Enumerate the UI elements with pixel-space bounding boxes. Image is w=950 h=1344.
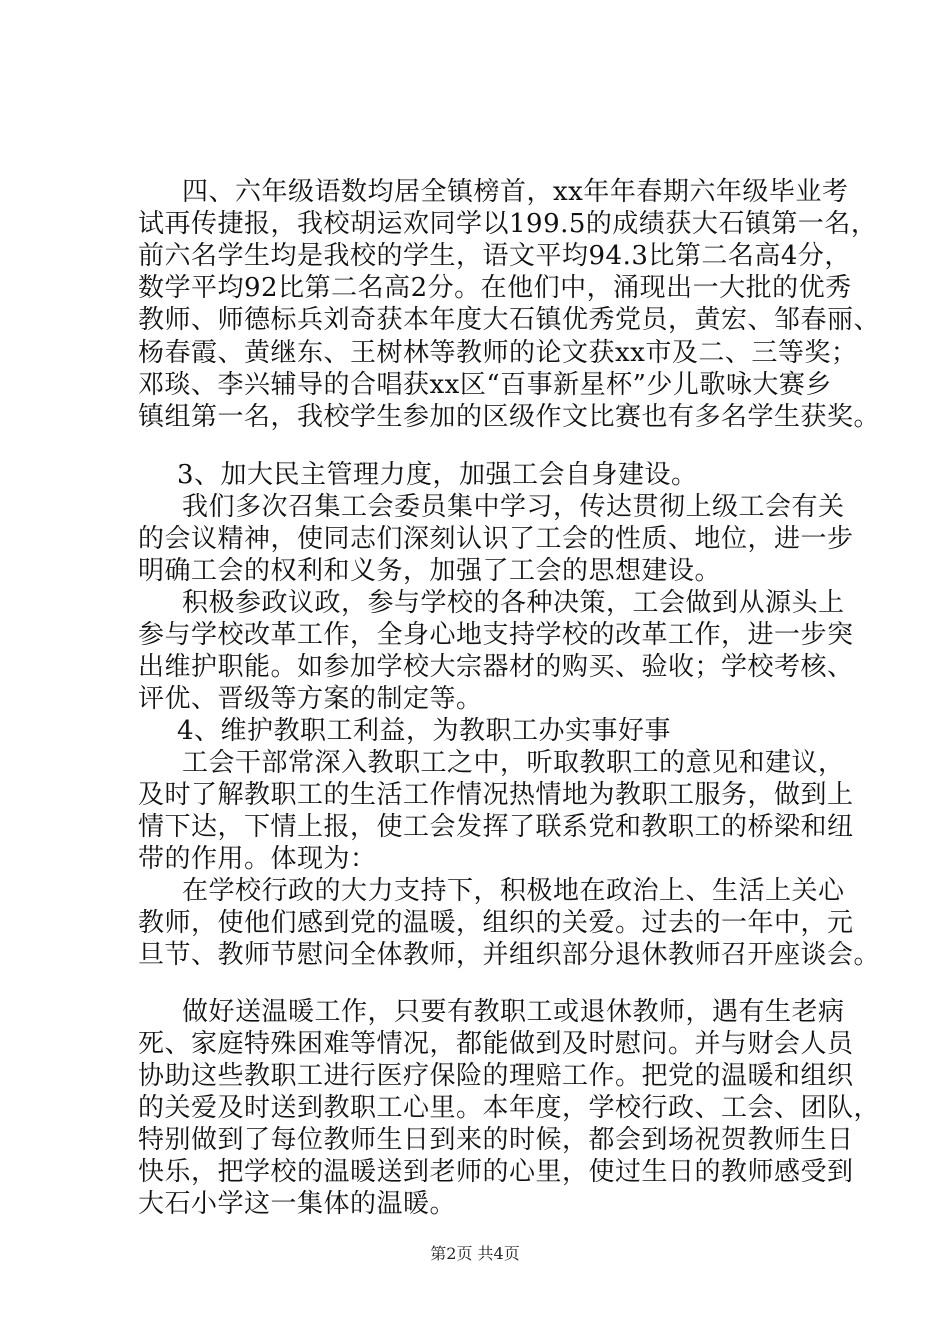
paragraph-line: 大石小学这一集体的温暖。 <box>138 1189 457 1219</box>
paragraph-line: 参与学校改革工作，全身心地支持学校的改革工作，进一步突 <box>138 620 854 650</box>
paragraph-line: 教师、师德标兵刘奇获本年度大石镇优秀党员，黄宏、邹春丽、 <box>138 305 881 335</box>
paragraph-line: 的会议精神，使同志们深刻认识了工会的性质、地位，进一步 <box>138 524 854 554</box>
paragraph-line: 出维护职能。如参加学校大宗器材的购买、验收；学校考核、 <box>138 652 854 682</box>
page-number-footer: 第2页 共4页 <box>430 1244 520 1263</box>
paragraph-line: 评优、晋级等方案的制定等。 <box>138 684 483 714</box>
paragraph-line: 试再传捷报，我校胡运欢同学以199.5的成绩获大石镇第一名， <box>138 209 878 239</box>
paragraph-line: 及时了解教职工的生活工作情况热情地为教职工服务，做到上 <box>138 780 854 810</box>
paragraph-line: 四、六年级语数均居全镇榜首，xx年年春期六年级毕业考 <box>182 177 849 207</box>
paragraph-line: 杨春霞、黄继东、王树林等教师的论文获xx市及二、三等奖； <box>138 338 858 368</box>
paragraph-line: 带的作用。体现为： <box>138 844 377 874</box>
paragraph-line: 我们多次召集工会委员集中学习，传达贯彻上级工会有关 <box>182 492 845 522</box>
paragraph-line: 的关爱及时送到教职工心里。本年度，学校行政、工会、团队， <box>138 1093 881 1123</box>
paragraph-line: 特别做到了每位教师生日到来的时候，都会到场祝贺教师生日 <box>138 1125 854 1155</box>
paragraph-line: 旦节、教师节慰问全体教师，并组织部分退休教师召开座谈会。 <box>138 940 881 970</box>
paragraph-line: 死、家庭特殊困难等情况，都能做到及时慰问。并与财会人员 <box>138 1029 854 1059</box>
paragraph-line: 明确工会的权利和义务，加强了工会的思想建设。 <box>138 556 722 586</box>
paragraph-line: 在学校行政的大力支持下，积极地在政治上、生活上关心 <box>182 876 845 906</box>
section-heading: 3、加大民主管理力度，加强工会自身建设。 <box>177 460 698 490</box>
paragraph-line: 教师，使他们感到党的温暖，组织的关爱。过去的一年中，元 <box>138 908 854 938</box>
paragraph-line: 镇组第一名，我校学生参加的区级作文比赛也有多名学生获奖。 <box>138 402 881 432</box>
paragraph-line: 协助这些教职工进行医疗保险的理赔工作。把党的温暖和组织 <box>138 1061 854 1091</box>
paragraph-line: 工会干部常深入教职工之中，听取教职工的意见和建议， <box>182 748 845 778</box>
paragraph-line: 快乐，把学校的温暖送到老师的心里，使过生日的教师感受到 <box>138 1157 854 1187</box>
paragraph-line: 情下达，下情上报，使工会发挥了联系党和教职工的桥梁和纽 <box>138 812 854 842</box>
paragraph-line: 数学平均92比第二名高2分。在他们中，涌现出一大批的优秀 <box>138 273 852 303</box>
paragraph-line: 做好送温暖工作，只要有教职工或退休教师，遇有生老病 <box>182 997 845 1027</box>
paragraph-line: 前六名学生均是我校的学生，语文平均94.3比第二名高4分， <box>138 241 851 271</box>
paragraph-line: 积极参政议政，参与学校的各种决策，工会做到从源头上 <box>182 588 845 618</box>
paragraph-line: 邓琰、李兴辅导的合唱获xx区“百事新星杯”少儿歌咏大赛乡 <box>138 370 832 400</box>
section-heading: 4、维护教职工利益，为教职工办实事好事 <box>177 716 672 746</box>
